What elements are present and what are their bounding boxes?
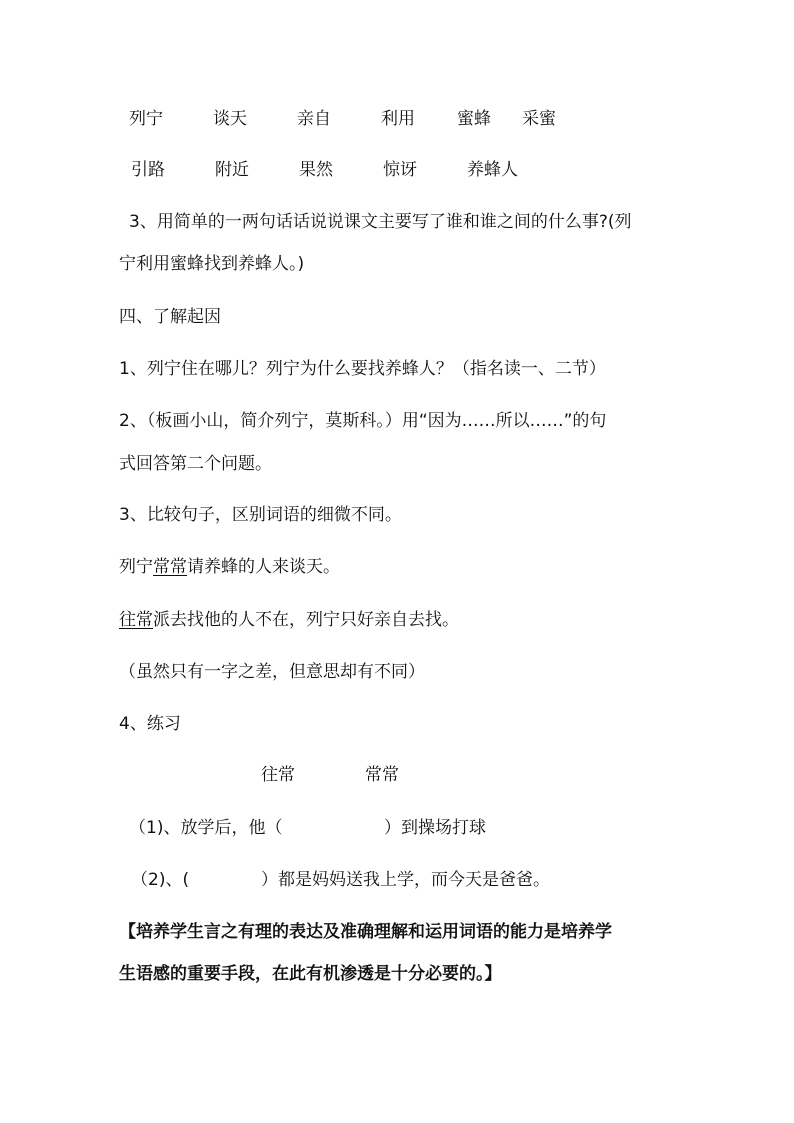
exercise-2-suffix: ）都是妈妈送我上学，而今天是爸爸。	[261, 870, 550, 890]
vocab-word: 谈天	[213, 109, 247, 129]
item-1: 1、列宁住在哪儿？列宁为什么要找养蜂人？（指名读一、二节）	[119, 359, 606, 379]
sentence-text: 派去找他的人不在，列宁只好亲自去找。	[153, 610, 459, 630]
vocab-word: 亲自	[297, 109, 331, 129]
vocab-word: 利用	[381, 109, 415, 129]
sentence-text: 列宁	[119, 557, 153, 577]
summary-line-1: 【培养学生言之有理的表达及准确理解和运用词语的能力是培养学	[119, 922, 612, 942]
item-4: 4、练习	[119, 714, 181, 734]
underlined-word: 常常	[153, 557, 187, 577]
section-heading: 四、了解起因	[119, 307, 221, 327]
vocab-word: 采蜜	[522, 109, 556, 129]
underlined-word: 往常	[119, 610, 153, 630]
example-sentence-1	[119, 556, 340, 578]
question-3-line-1: 3、用简单的一两句话话说说课文主要写了谁和谁之间的什么事?(列	[129, 212, 632, 232]
vocab-word: 附近	[215, 160, 249, 180]
item-3: 3、比较句子，区别词语的细微不同。	[119, 505, 402, 525]
vocab-word: 惊讶	[383, 160, 417, 180]
exercise-1-prefix: （1)、放学后，他（	[129, 818, 283, 838]
note: （虽然只有一字之差，但意思却有不同）	[119, 662, 425, 682]
example-sentence-2	[119, 609, 459, 631]
vocab-word: 果然	[299, 160, 333, 180]
vocab-word: 养蜂人	[467, 160, 518, 180]
item-2-line-2: 式回答第二个问题。	[119, 454, 272, 474]
vocab-word: 蜜蜂	[457, 109, 491, 129]
question-3-line-2: 宁利用蜜蜂找到养蜂人。)	[119, 254, 305, 274]
exercise-1-suffix: ）到操场打球	[384, 818, 486, 838]
vocab-word: 引路	[131, 160, 165, 180]
vocab-word: 列宁	[129, 109, 163, 129]
summary-line-2: 生语感的重要手段，在此有机渗透是十分必要的。】	[119, 964, 502, 984]
option-word: 常常	[365, 765, 399, 785]
item-2-line-1: 2、（板画小山，简介列宁，莫斯科。）用“因为……所以……”的句	[119, 411, 607, 431]
exercise-2-prefix: （2)、(	[131, 870, 190, 890]
sentence-text: 请养蜂的人来谈天。	[187, 557, 340, 577]
option-word: 往常	[261, 765, 295, 785]
